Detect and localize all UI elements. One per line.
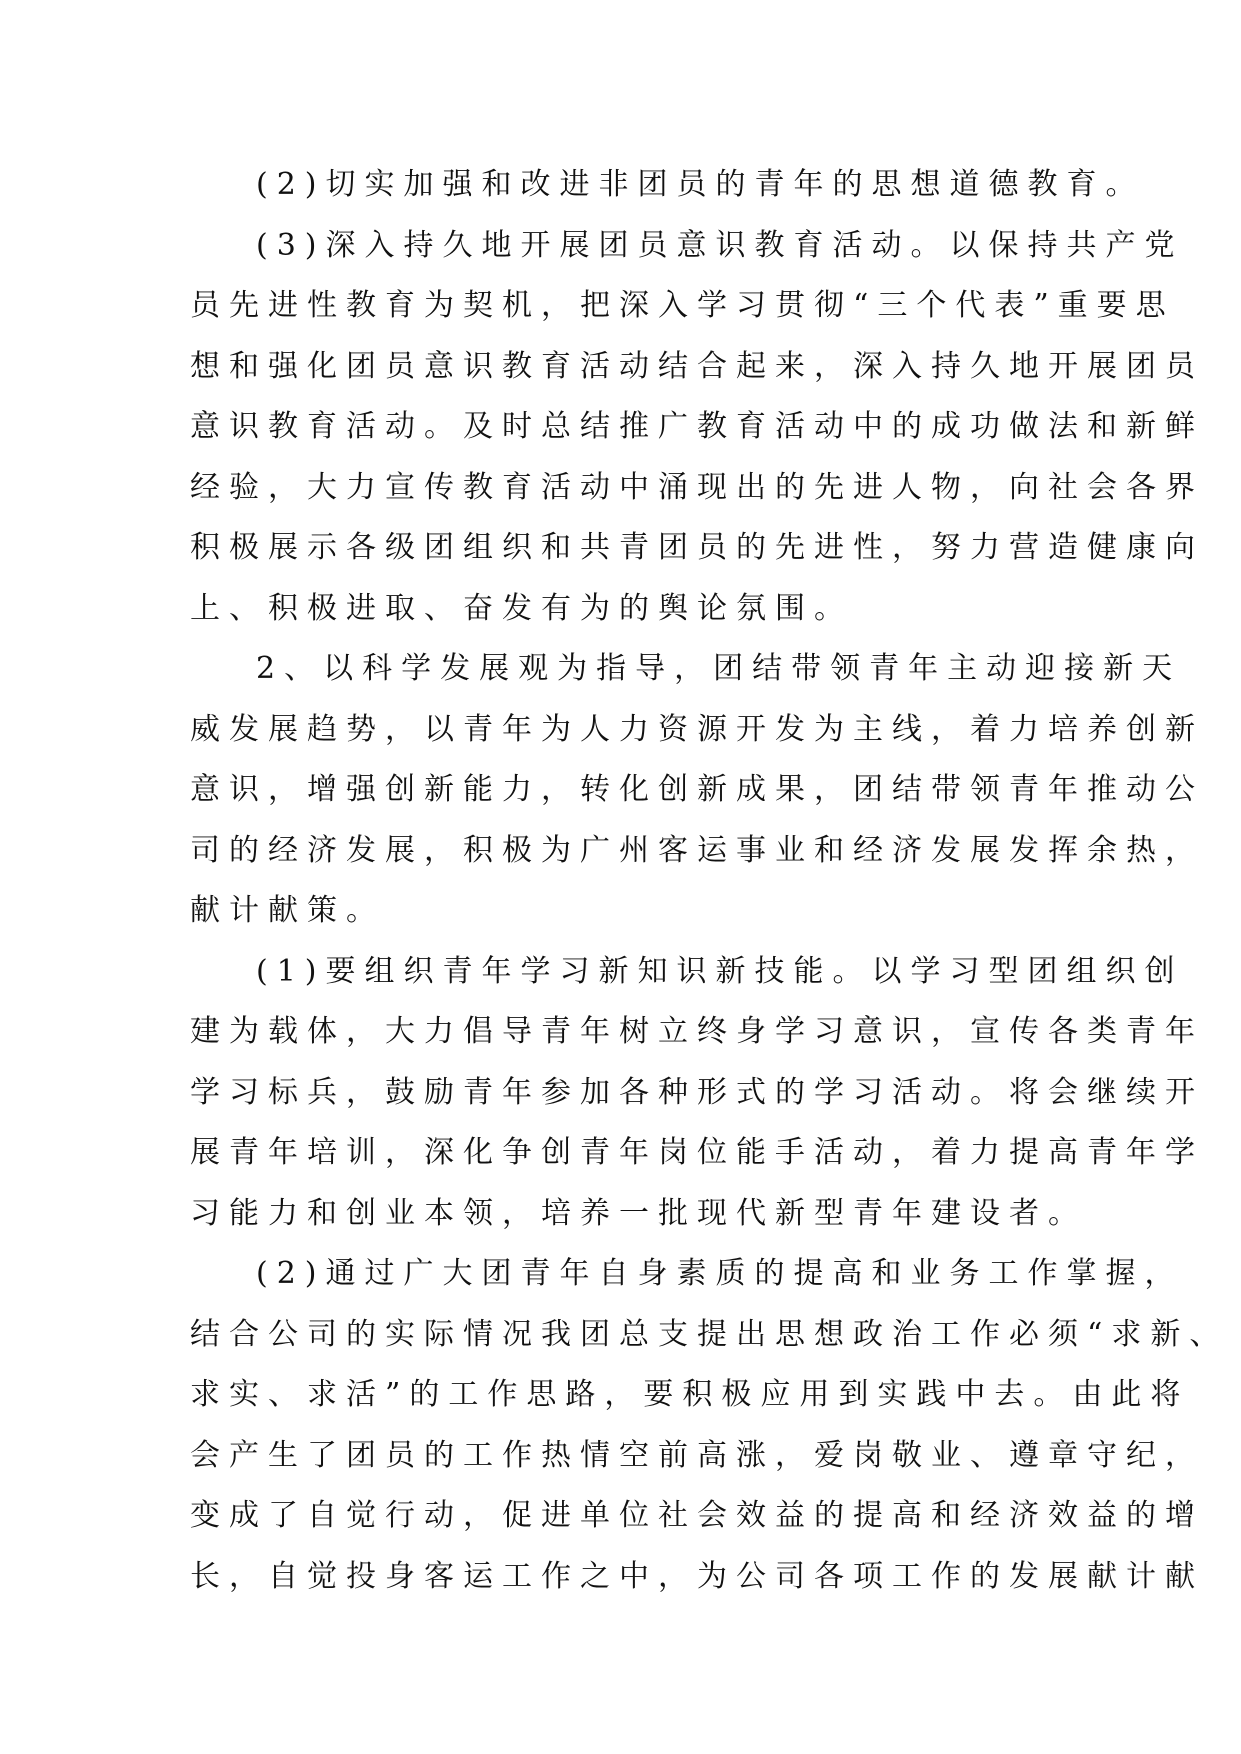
text-line: (3)深入持久地开展团员意识教育活动。以保持共产党	[256, 227, 1184, 263]
text-line: 长，自觉投身客运工作之中，为公司各项工作的发展献计献	[190, 1558, 1204, 1594]
text-line: 2、以科学发展观为指导，团结带领青年主动迎接新天	[256, 651, 1182, 686]
text-line: 想和强化团员意识教育活动结合起来，深入持久地开展团员	[190, 348, 1204, 384]
text-line: 献计献策。	[190, 893, 385, 928]
text-line: 意识教育活动。及时总结推广教育活动中的成功做法和新鲜	[190, 409, 1204, 444]
text-line: 结合公司的实际情况我团总支提出思想政治工作必须“求新、	[190, 1316, 1229, 1352]
text-line: 学习标兵，鼓励青年参加各种形式的学习活动。将会继续开	[190, 1074, 1204, 1110]
text-line: 经验，大力宣传教育活动中涌现出的先进人物，向社会各界	[190, 469, 1204, 505]
text-line: 上、积极进取、奋发有为的舆论氛围。	[190, 590, 853, 626]
text-line: 意识，增强创新能力，转化创新成果，团结带领青年推动公	[190, 772, 1204, 807]
text-line: 威发展趋势，以青年为人力资源开发为主线，着力培养创新	[190, 711, 1204, 747]
text-line: 建为载体，大力倡导青年树立终身学习意识，宣传各类青年	[190, 1014, 1204, 1049]
text-line: 变成了自觉行动，促进单位社会效益的提高和经济效益的增	[190, 1498, 1204, 1533]
text-line: 会产生了团员的工作热情空前高涨，爱岗敬业、遵章守纪，	[190, 1437, 1204, 1473]
text-line: 司的经济发展，积极为广州客运事业和经济发展发挥余热，	[190, 832, 1204, 868]
text-line: 员先进性教育为契机，把深入学习贯彻“三个代表”重要思	[190, 288, 1175, 323]
text-line: (1)要组织青年学习新知识新技能。以学习型团组织创	[256, 953, 1184, 989]
text-line: (2)通过广大团青年自身素质的提高和业务工作掌握，	[256, 1256, 1184, 1291]
text-line: 习能力和创业本领，培养一批现代新型青年建设者。	[190, 1195, 1087, 1231]
document-body	[190, 155, 1229, 1607]
text-line: 展青年培训，深化争创青年岗位能手活动，着力提高青年学	[190, 1135, 1204, 1170]
text-line: 积极展示各级团组织和共青团员的先进性，努力营造健康向	[190, 530, 1204, 565]
text-line: (2)切实加强和改进非团员的青年的思想道德教育。	[256, 167, 1145, 202]
text-line: 求实、求活”的工作思路，要积极应用到实践中去。由此将	[190, 1377, 1190, 1412]
